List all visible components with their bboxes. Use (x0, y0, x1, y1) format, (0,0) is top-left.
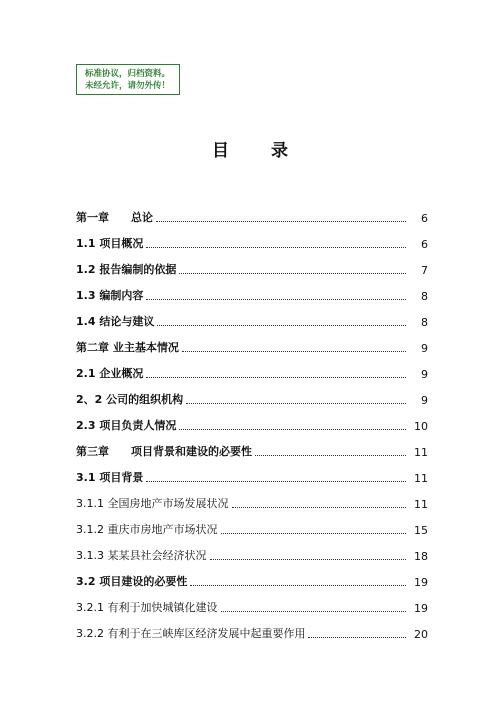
toc-entry[interactable] (76, 485, 428, 511)
toc-entry[interactable] (76, 537, 428, 563)
toc-dot-leader (186, 403, 406, 404)
toc-entry-label: 3.2 项目建设的必要性 (76, 575, 188, 588)
toc-entry[interactable] (76, 407, 428, 433)
toc-dot-leader (190, 585, 406, 586)
toc-entry-page: 18 (414, 550, 428, 563)
toc-dot-leader (146, 481, 406, 482)
toc-entry-page: 11 (414, 498, 428, 511)
toc-entry-page: 6 (421, 238, 428, 251)
toc-entry-label: 3.1 项目背景 (76, 471, 144, 484)
toc-entry-label: 3.1.3 某某县社会经济状况 (76, 549, 207, 562)
toc-dot-leader (255, 455, 406, 456)
toc-entry[interactable] (76, 615, 428, 641)
toc-entry-page: 11 (414, 472, 428, 485)
toc-entry-page: 9 (421, 368, 428, 381)
toc-title: 目 录 (212, 141, 306, 161)
toc-entry-label: 第三章 项目背景和建设的必要性 (76, 445, 252, 458)
toc-entry-label: 第二章 业主基本情况 (76, 341, 179, 354)
toc-entry-page: 15 (414, 524, 428, 537)
toc-entry-label: 1.1 项目概况 (76, 237, 144, 250)
toc-dot-leader (146, 377, 406, 378)
toc-dot-leader (179, 273, 406, 274)
toc-entry-page: 9 (421, 394, 428, 407)
toc-entry-label: 3.1.1 全国房地产市场发展状况 (76, 497, 229, 510)
toc-entry-label: 3.2.2 有利于在三峡库区经济发展中起重要作用 (76, 627, 306, 640)
toc-entry[interactable] (76, 511, 428, 537)
toc-entry-label: 1.3 编制内容 (76, 289, 144, 302)
toc-dot-leader (232, 507, 407, 508)
toc-dot-leader (221, 533, 407, 534)
toc-entry[interactable] (76, 303, 428, 329)
toc-entry[interactable] (76, 589, 428, 615)
toc-dot-leader (146, 247, 406, 248)
toc-entry-page: 9 (421, 342, 428, 355)
toc-entry[interactable] (76, 433, 428, 459)
toc-entry-page: 7 (421, 264, 428, 277)
toc-entry-label: 3.2.1 有利于加快城镇化建设 (76, 601, 218, 614)
toc-entry-label: 2.3 项目负责人情况 (76, 419, 177, 432)
toc-entry-label: 第一章 总论 (76, 211, 153, 224)
toc-dot-leader (157, 325, 406, 326)
toc-dot-leader (156, 221, 406, 222)
confidential-stamp (76, 64, 180, 95)
toc-entry-page: 19 (414, 602, 428, 615)
toc-entry-page: 10 (414, 420, 428, 433)
toc-dot-leader (308, 637, 406, 638)
table-of-contents (76, 199, 428, 641)
toc-entry-label: 2.1 企业概况 (76, 367, 144, 380)
toc-entry-page: 11 (414, 446, 428, 459)
toc-entry[interactable] (76, 329, 428, 355)
toc-dot-leader (182, 351, 406, 352)
toc-entry-page: 19 (414, 576, 428, 589)
toc-dot-leader (221, 611, 407, 612)
toc-entry-label: 1.2 报告编制的依据 (76, 263, 177, 276)
toc-entry[interactable] (76, 563, 428, 589)
toc-entry[interactable] (76, 381, 428, 407)
toc-entry-page: 8 (421, 290, 428, 303)
toc-entry-page: 8 (421, 316, 428, 329)
toc-entry[interactable] (76, 251, 428, 277)
toc-entry-label: 3.1.2 重庆市房地产市场状况 (76, 523, 218, 536)
toc-entry-page: 20 (414, 628, 428, 641)
toc-entry[interactable] (76, 355, 428, 381)
stamp-line-1: 标准协议，归档资料。 (85, 69, 171, 79)
toc-dot-leader (210, 559, 407, 560)
toc-entry[interactable] (76, 199, 428, 225)
stamp-line-2: 未经允许，请勿外传！ (85, 81, 171, 91)
toc-dot-leader (146, 299, 406, 300)
toc-entry[interactable] (76, 225, 428, 251)
toc-entry[interactable] (76, 277, 428, 303)
toc-dot-leader (179, 429, 406, 430)
toc-entry[interactable] (76, 459, 428, 485)
toc-entry-page: 6 (421, 212, 428, 225)
toc-entry-label: 1.4 结论与建议 (76, 315, 155, 328)
toc-entry-label: 2、2 公司的组织机构 (76, 393, 184, 406)
